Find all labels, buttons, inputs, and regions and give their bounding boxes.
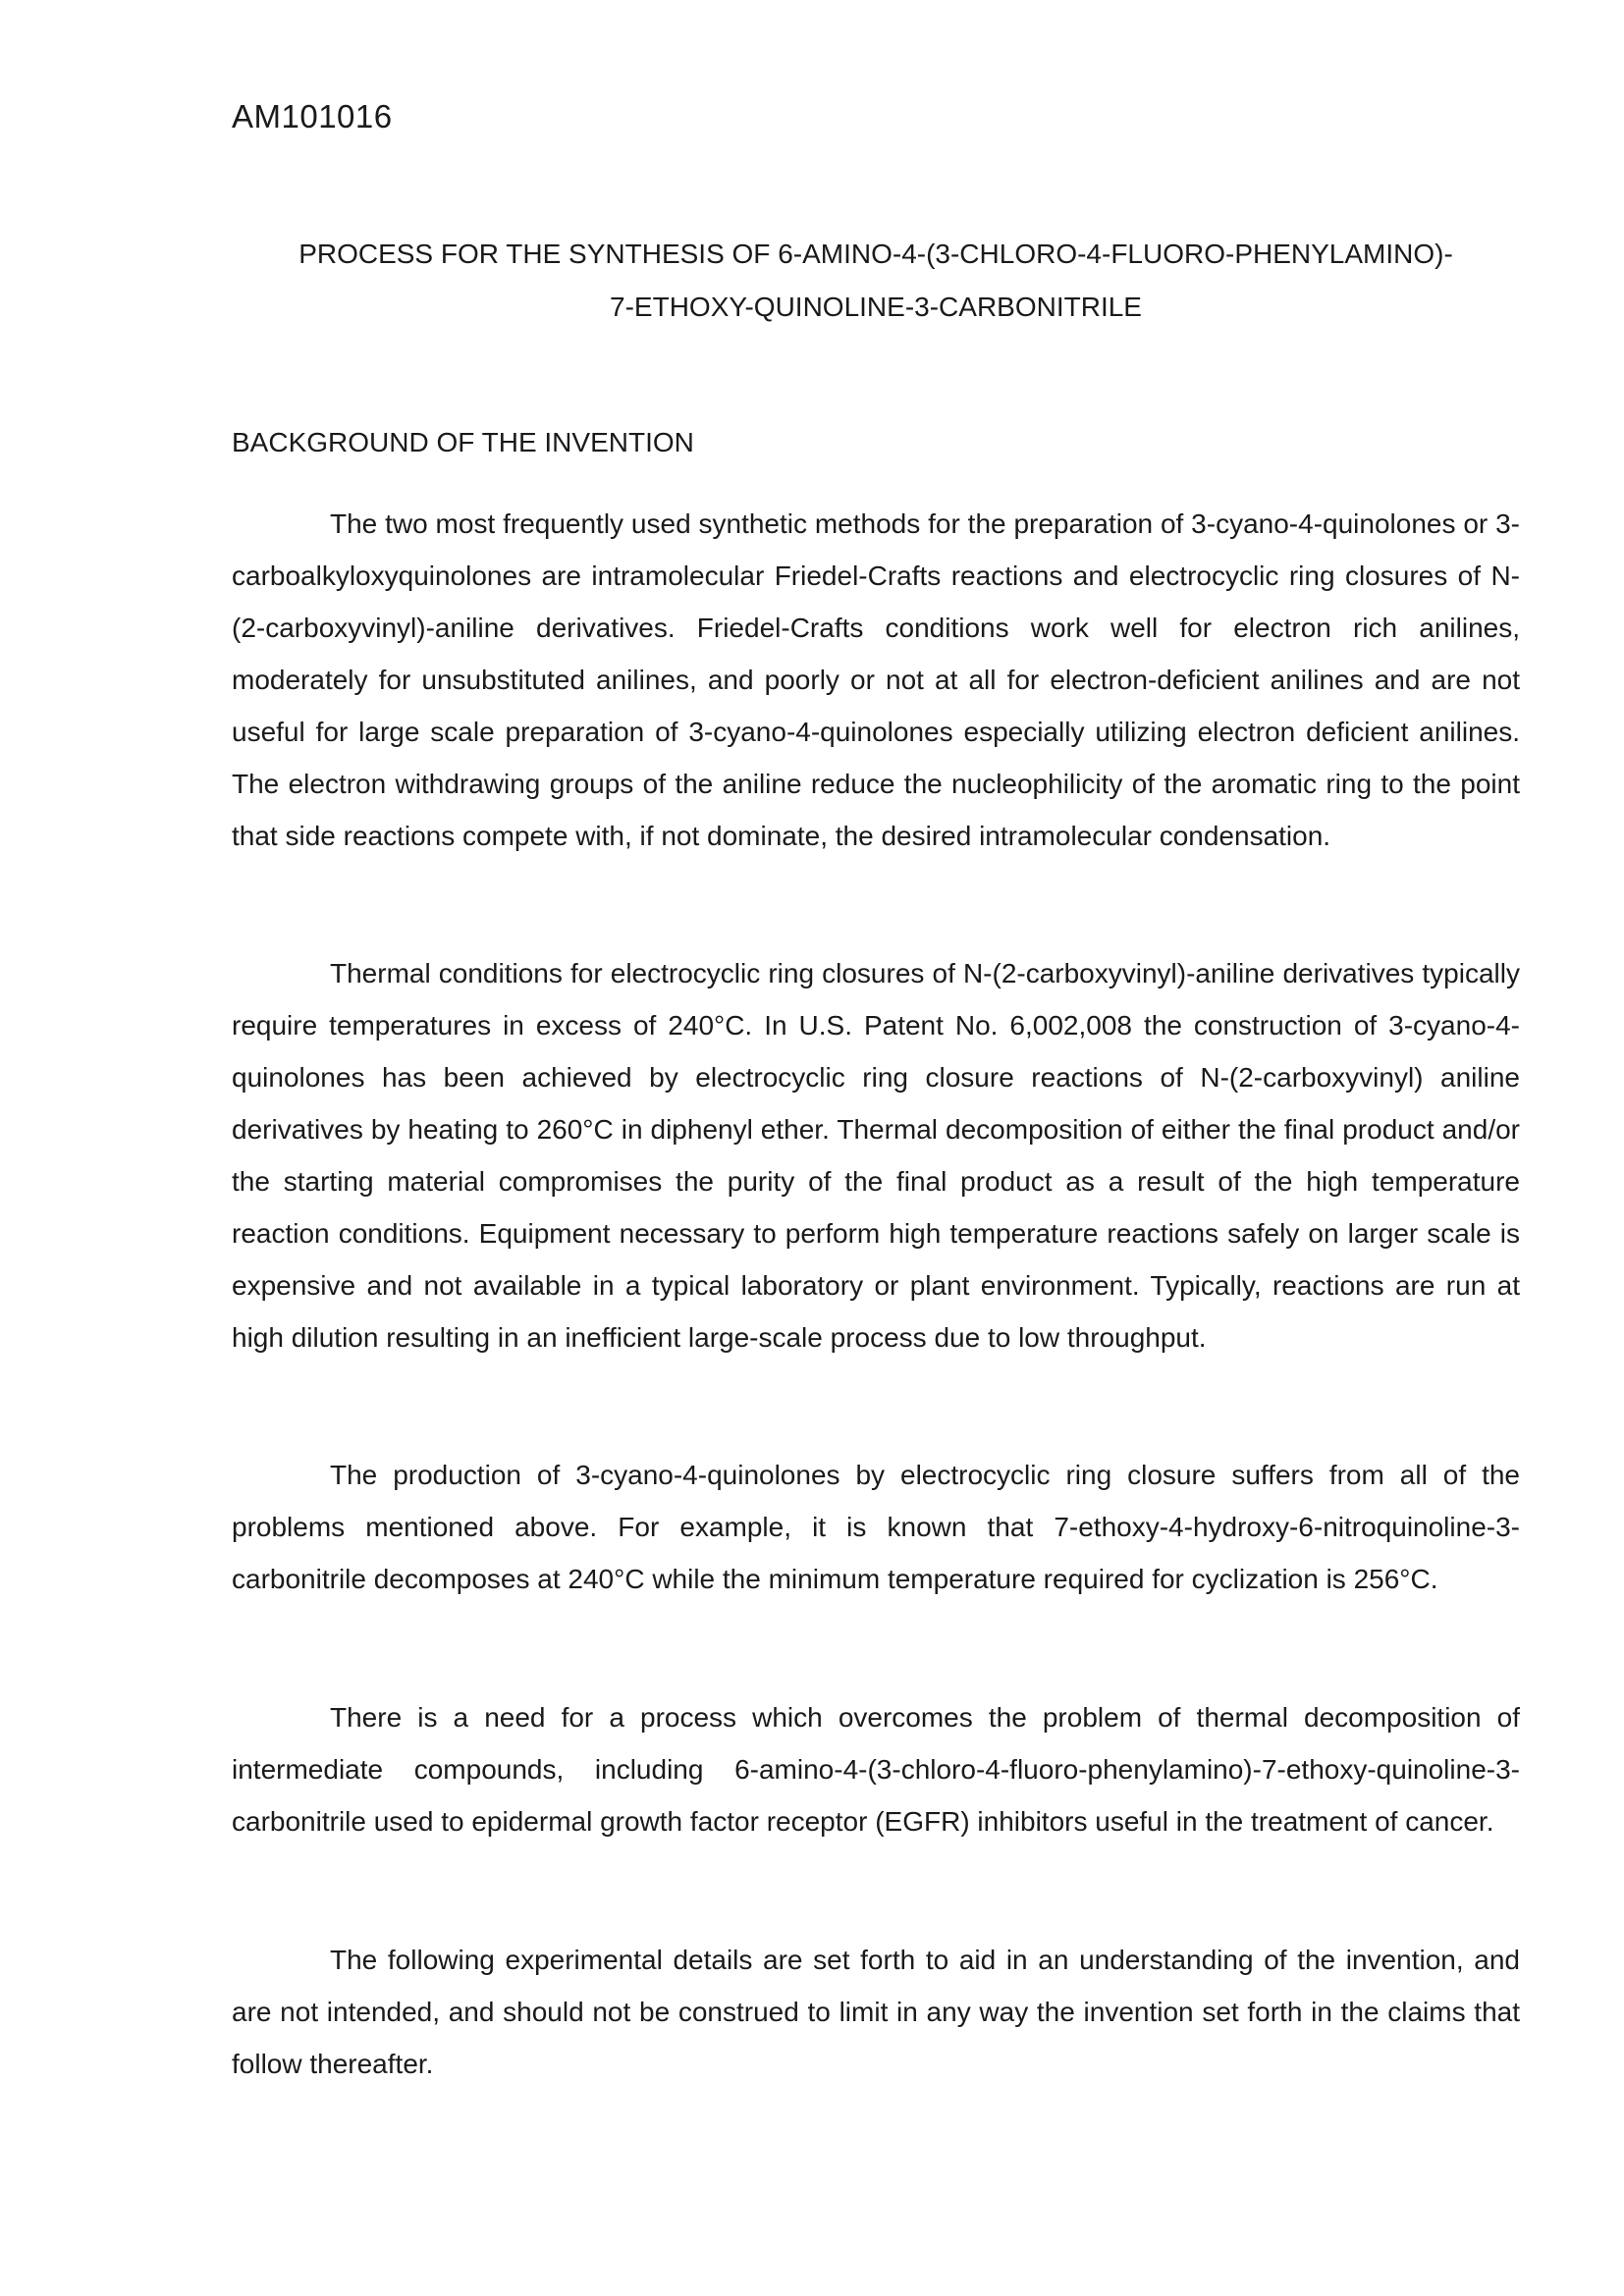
paragraph-1: The two most frequently used synthetic methods for the preparation of 3-cyano-4-quinolones or 3-carboalkyloxyquinolones are intramolecular Friedel-Crafts reactions and electrocyclic ring closures of N-(2-carboxyvinyl)-aniline derivatives. Friedel-Crafts conditions work well for electron rich anilines, moderately for unsubstituted anilines, and poorly or not at all for electron-deficient anilines and are not useful for large scale preparation of 3-cyano-4-quinolones especially utilizing electron deficient anilines. The electron withdrawing groups of the aniline reduce the nucleophilicity of the aromatic ring to the point that side reactions compete with, if not dominate, the desired intramolecular condensation.: [232, 508, 1520, 851]
paragraph-3: The production of 3-cyano-4-quinolones by electrocyclic ring closure suffers from all of the problems mentioned above. For example, it is known that 7-ethoxy-4-hydroxy-6-nitroquinoline-3-carbonitrile decomposes at 240°C while the minimum temperature required for cyclization is 256°C.: [232, 1460, 1520, 1594]
paragraph-2: Thermal conditions for electrocyclic ring closures of N-(2-carboxyvinyl)-aniline derivatives typically require temperatures in excess of 240°C. In U.S. Patent No. 6,002,008 the construction of 3-cyano-4-quinolones has been achieved by electrocyclic ring closure reactions of N-(2-carboxyvinyl) aniline derivatives by heating to 260°C in diphenyl ether. Thermal decomposition of either the final product and/or the starting material compromises the purity of the final product as a result of the high temperature reaction conditions. Equipment necessary to perform high temperature reactions safely on larger scale is expensive and not available in a typical laboratory or plant environment. Typically, reactions are run at high dilution resulting in an inefficient large-scale process due to low throughput.: [232, 958, 1520, 1353]
paragraph-5: The following experimental details are set forth to aid in an understanding of the invention, and are not intended, and should not be construed to limit in any way the invention set forth in the claims that follow thereafter.: [232, 1945, 1520, 2079]
title-line-1: PROCESS FOR THE SYNTHESIS OF 6-AMINO-4-(3-CHLORO-4-FLUORO-PHENYLAMINO)-: [298, 239, 1453, 269]
document-id: AM101016: [232, 98, 393, 134]
document-title: [232, 228, 1520, 334]
title-line-2: 7-ETHOXY-QUINOLINE-3-CARBONITRILE: [610, 292, 1142, 322]
paragraph-4: There is a need for a process which overcomes the problem of thermal decomposition of intermediate compounds, including 6-amino-4-(3-chloro-4-fluoro-phenylamino)-7-ethoxy-quinoline-3-carbonitrile used to epidermal growth factor receptor (EGFR) inhibitors useful in the treatment of cancer.: [232, 1702, 1520, 1837]
section-heading: BACKGROUND OF THE INVENTION: [232, 427, 694, 457]
